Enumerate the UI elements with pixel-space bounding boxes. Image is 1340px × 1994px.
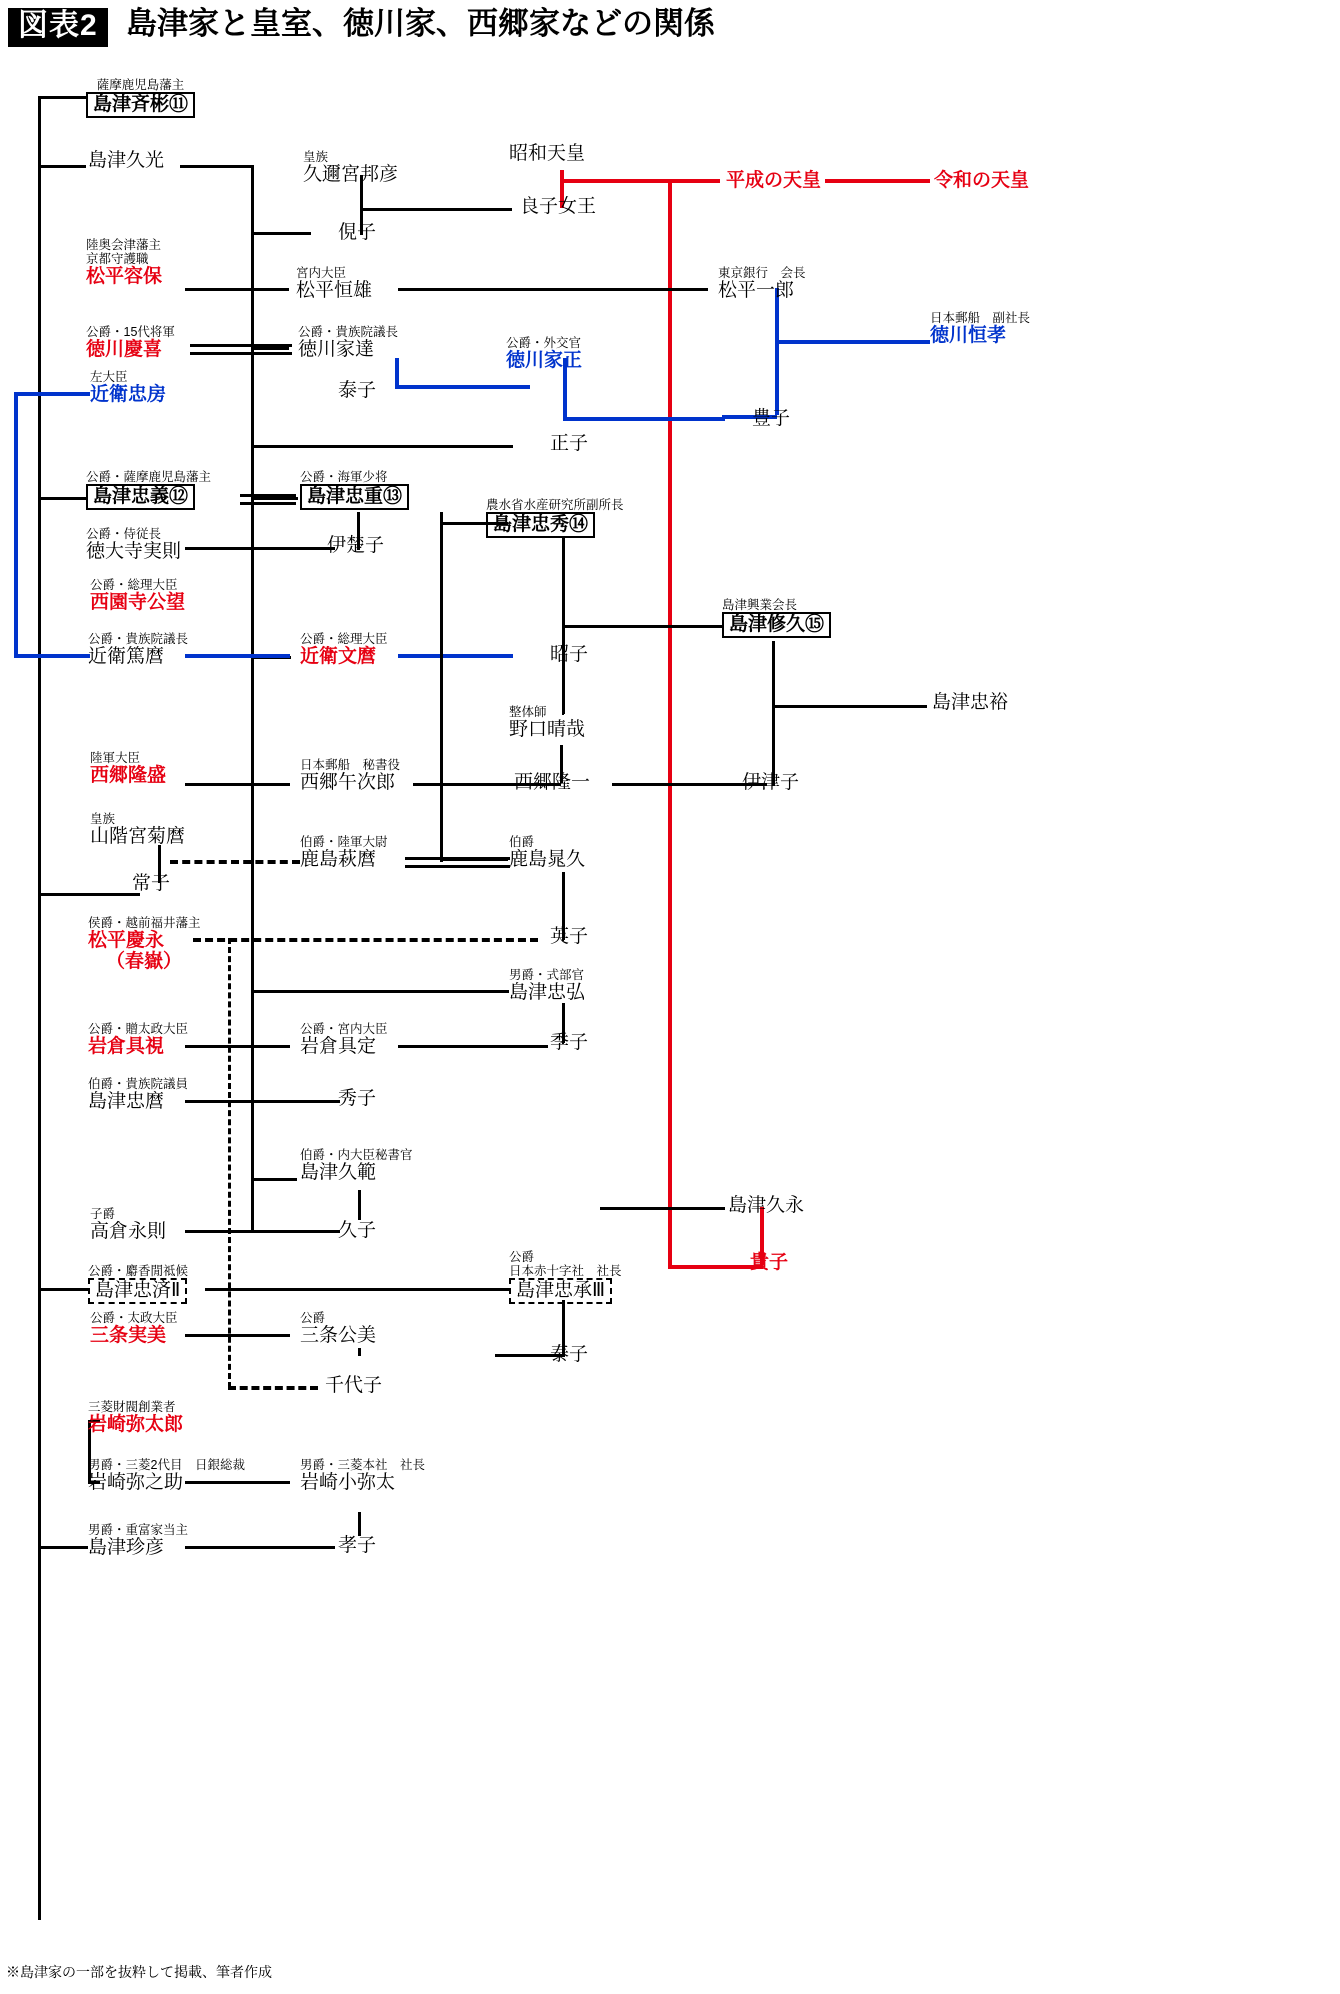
- node-name: 高倉永則: [90, 1221, 167, 1242]
- node-title-line1: 陸奥会津藩主: [86, 238, 162, 252]
- node-name: 徳大寺実則: [86, 541, 182, 562]
- node-name: 昭子: [550, 644, 589, 665]
- node-name: 島津修久⑮: [722, 612, 831, 638]
- node-shimazu-nariakira: [86, 78, 195, 118]
- node-name: 野口晴哉: [509, 719, 586, 740]
- connector: [40, 497, 88, 500]
- node-name: 島津忠重⑬: [300, 484, 409, 510]
- diagram-header: [0, 0, 1340, 62]
- connector-imperial: [668, 179, 672, 1269]
- connector-imperial: [560, 179, 720, 183]
- page-title: 島津家と皇室、徳川家、西郷家などの関係: [126, 6, 715, 41]
- node-name: 俔子: [338, 222, 377, 243]
- node-name: 徳川恒孝: [930, 325, 1007, 346]
- connector-tokugawa: [775, 288, 779, 415]
- node-title: 公爵・海軍少将: [300, 470, 388, 484]
- node-name: 久子: [338, 1220, 377, 1241]
- node-saigo-gojiro: [300, 758, 400, 793]
- node-name: 令和の天皇: [934, 170, 1030, 191]
- connector: [185, 547, 335, 550]
- node-shimazu-tadamaro: [88, 1077, 188, 1112]
- node-tokugawa-iesato: [298, 325, 398, 360]
- node-name: 徳川家正: [506, 350, 583, 371]
- connector: [185, 1334, 290, 1337]
- node-iwasaki-yanosuke: [88, 1458, 245, 1493]
- connector-tokugawa: [775, 340, 930, 344]
- node-title: 侯爵・越前福井藩主: [88, 916, 201, 930]
- node-name: 久邇宮邦彦: [303, 164, 399, 185]
- node-name: 常子: [132, 873, 171, 894]
- node-chikako: [338, 222, 376, 243]
- node-name: 島津珍彦: [88, 1537, 165, 1558]
- node-yasuko-sanjo: [550, 1344, 588, 1365]
- node-konoe-tadafusa: [90, 370, 166, 405]
- footnote: ※島津家の一部を抜粋して掲載、筆者作成: [6, 1964, 272, 1980]
- node-name: 近衛篤麿: [88, 646, 165, 667]
- node-shimazu-tadazumi: [88, 1264, 188, 1304]
- node-title: 男爵・三菱本社 社長: [300, 1458, 426, 1472]
- node-name: 島津忠麿: [88, 1091, 165, 1112]
- connector: [38, 165, 86, 168]
- node-kuninomiya-kuniyoshi: [303, 150, 398, 185]
- node-shimazu-tadahiro-baron: [509, 968, 585, 1003]
- node-alias: （春嶽）: [106, 951, 183, 973]
- node-title: 伯爵: [509, 835, 535, 849]
- node-name: 島津久永: [728, 1195, 805, 1216]
- node-title: 公爵・総理大臣: [300, 632, 388, 646]
- node-title: 左大臣: [90, 370, 128, 384]
- node-shimazu-tadahiro: [932, 692, 1008, 713]
- node-name: 島津久光: [88, 150, 165, 171]
- connector: [40, 1288, 88, 1291]
- connector: [185, 1100, 340, 1103]
- node-title: 公爵・贈太政大臣: [88, 1022, 189, 1036]
- connector: [358, 1348, 361, 1356]
- connector-konoe: [14, 654, 90, 658]
- connector: [205, 1288, 510, 1291]
- node-name: 岩倉具視: [88, 1036, 165, 1057]
- node-name: 島津忠済Ⅱ: [88, 1278, 187, 1304]
- node-title: 公爵・15代将軍: [86, 325, 175, 339]
- node-title: 公爵・貴族院議長: [298, 325, 399, 339]
- node-masako: [550, 433, 588, 454]
- node-title: 伯爵・貴族院議員: [88, 1077, 189, 1091]
- node-itsuko: [742, 772, 799, 793]
- node-name: 伊津子: [742, 772, 800, 793]
- node-title: 男爵・重富家当主: [88, 1523, 189, 1537]
- connector: [185, 783, 290, 786]
- connector: [772, 641, 775, 786]
- node-name: 千代子: [325, 1375, 383, 1396]
- connector: [251, 232, 254, 1232]
- connector: [398, 288, 708, 291]
- connector: [38, 96, 86, 99]
- node-name: 西郷午次郎: [300, 772, 396, 793]
- node-shimazu-hisanaga: [728, 1195, 804, 1216]
- connector: [180, 165, 254, 168]
- connector: [251, 445, 513, 448]
- node-title: 公爵・侍従長: [86, 527, 162, 541]
- node-kashima-akihisa: [509, 835, 585, 870]
- node-name: 徳川家達: [298, 339, 375, 360]
- node-chiyoko: [325, 1375, 382, 1396]
- node-sanjo-kimiyoshi: [300, 1311, 376, 1346]
- node-iwasaki-yataro: [88, 1400, 183, 1435]
- connector: [360, 208, 512, 211]
- connector: [600, 1207, 725, 1210]
- node-yamashinanomiya-kikumaro: [90, 812, 185, 847]
- node-name: 山階宮菊麿: [90, 826, 186, 847]
- connector-imperial: [668, 1265, 763, 1269]
- marriage-line: [405, 857, 510, 868]
- node-title: 公爵・総理大臣: [90, 578, 178, 592]
- node-name: 伊楚子: [327, 535, 385, 556]
- connector: [772, 705, 927, 708]
- node-saigo-takamori: [90, 751, 166, 786]
- node-nagako-joo: [520, 196, 596, 217]
- connector: [562, 625, 722, 628]
- node-hideko: [338, 1088, 376, 1109]
- node-takako-uzuhiko: [338, 1535, 376, 1556]
- node-name: 松平容保: [86, 266, 163, 287]
- connector: [40, 893, 140, 896]
- node-name: 三条公美: [300, 1325, 377, 1346]
- node-title: 整体師: [509, 705, 547, 719]
- node-name: 昭和天皇: [509, 143, 586, 164]
- node-matsudaira-ichiro: [718, 266, 806, 301]
- connector: [251, 165, 254, 235]
- connector: [38, 165, 41, 1920]
- node-title: 日本郵船 副社長: [930, 311, 1031, 325]
- node-name: 良子女王: [520, 196, 597, 217]
- node-shimazu-tadahide: [486, 498, 624, 538]
- node-shimazu-uzuhiko: [88, 1523, 188, 1558]
- node-title: 男爵・三菱2代目 日銀総裁: [88, 1458, 245, 1472]
- node-saigo-ryuichi: [514, 772, 590, 793]
- adoption-line-vertical: [228, 938, 231, 1388]
- node-title: 東京銀行 会長: [718, 266, 806, 280]
- node-name: 島津忠義⑫: [86, 484, 195, 510]
- connector-tokugawa: [395, 358, 399, 388]
- node-toshiko: [550, 1032, 588, 1053]
- node-name: 正子: [550, 433, 589, 454]
- connector: [185, 1546, 335, 1549]
- node-title: 子爵: [90, 1207, 116, 1221]
- node-matsudaira-katamori: [86, 238, 163, 287]
- node-tokugawa-iemasa: [506, 336, 582, 371]
- node-name: 岩崎弥之助: [88, 1472, 184, 1493]
- node-title: 日本郵船 秘書役: [300, 758, 401, 772]
- node-name: 島津忠承Ⅲ: [509, 1278, 612, 1304]
- connector: [358, 1512, 361, 1536]
- node-iwasaki-koyata: [300, 1458, 425, 1493]
- connector: [185, 1045, 290, 1048]
- node-name: 季子: [550, 1032, 589, 1053]
- node-name: 近衛忠房: [90, 384, 167, 405]
- node-name: 三条実美: [90, 1325, 167, 1346]
- node-reiwa-emperor: [934, 170, 1029, 191]
- node-name: 鹿島晁久: [509, 849, 586, 870]
- node-title: 薩摩鹿児島藩主: [96, 78, 185, 92]
- node-name: 西郷隆一: [514, 772, 591, 793]
- node-title: 公爵・太政大臣: [90, 1311, 178, 1325]
- node-tokudaiji-sanetsune: [86, 527, 181, 562]
- node-title: 皇族: [90, 812, 116, 826]
- connector-imperial: [825, 179, 930, 183]
- node-name: 西園寺公望: [90, 592, 186, 613]
- node-matsudaira-tsuneo: [296, 266, 372, 301]
- node-eiko: [550, 926, 588, 947]
- node-heisei-emperor: [726, 170, 821, 191]
- node-name: 豊子: [752, 408, 791, 429]
- node-title: 公爵・薩摩鹿児島藩主: [86, 470, 212, 484]
- node-title: 島津興業会長: [722, 598, 798, 612]
- node-name: 近衛文麿: [300, 646, 377, 667]
- connector-konoe: [14, 392, 90, 396]
- node-title: 公爵・貴族院議長: [88, 632, 189, 646]
- adoption-line: [193, 938, 538, 942]
- adoption-line: [170, 860, 300, 864]
- node-name: 貴子: [750, 1252, 789, 1273]
- node-noguchi-haruchika: [509, 705, 585, 740]
- connector: [185, 288, 285, 291]
- node-name: 島津忠秀⑭: [486, 512, 595, 538]
- node-name: 秀子: [338, 1088, 377, 1109]
- node-title: 公爵: [300, 1311, 326, 1325]
- figure-badge: 図表2: [8, 8, 108, 47]
- connector-konoe: [185, 654, 290, 658]
- node-isoko: [327, 535, 384, 556]
- node-shimazu-tadatsugu: [509, 1250, 622, 1304]
- connector: [440, 512, 443, 862]
- node-iwakura-tomosada: [300, 1022, 388, 1057]
- node-name: 平成の天皇: [726, 170, 822, 191]
- node-name: 岩崎小弥太: [300, 1472, 396, 1493]
- adoption-line: [228, 1386, 318, 1390]
- connector-konoe: [14, 392, 18, 657]
- node-saionji-kinmochi: [90, 578, 185, 613]
- connector-konoe: [398, 654, 513, 658]
- node-title: 三菱財閥創業者: [88, 1400, 176, 1414]
- node-konoe-fumimaro: [300, 632, 388, 667]
- node-title: 伯爵・陸軍大尉: [300, 835, 388, 849]
- node-name: 島津忠裕: [932, 692, 1009, 713]
- node-konoe-atsumaro: [88, 632, 188, 667]
- connector-tokugawa: [563, 417, 725, 421]
- marriage-line: [240, 494, 296, 505]
- node-title-line1: 公爵: [509, 1250, 535, 1264]
- node-title: 農水省水産研究所副所長: [486, 498, 624, 512]
- connector: [251, 990, 509, 993]
- node-name: 孝子: [338, 1535, 377, 1556]
- node-showa-emperor: [509, 143, 585, 164]
- connector: [562, 538, 565, 656]
- node-title: 伯爵・内大臣秘書官: [300, 1148, 413, 1162]
- node-name: 島津忠弘: [509, 982, 586, 1003]
- node-title: 公爵・宮内大臣: [300, 1022, 388, 1036]
- node-name: 松平一郎: [718, 280, 795, 301]
- node-matsudaira-yoshinaga: [88, 916, 201, 973]
- node-name: 徳川慶喜: [86, 339, 163, 360]
- node-takako: [750, 1252, 788, 1273]
- connector: [251, 1178, 297, 1181]
- node-name: 岩倉具定: [300, 1036, 377, 1057]
- connector: [398, 1045, 548, 1048]
- node-akiko: [550, 644, 588, 665]
- node-toyoko: [752, 408, 790, 429]
- node-shimazu-hisamitsu: [88, 150, 164, 171]
- node-shimazu-nobuhisa: [722, 598, 831, 638]
- node-yasuko: [338, 380, 376, 401]
- node-shimazu-tadayoshi: [86, 470, 211, 510]
- node-name: 鹿島萩麿: [300, 849, 377, 870]
- connector: [38, 96, 41, 168]
- node-sanjo-sanetomi: [90, 1311, 178, 1346]
- node-title: 陸軍大臣: [90, 751, 141, 765]
- node-title: 男爵・式部官: [509, 968, 585, 982]
- node-name: 岩崎弥太郎: [88, 1414, 184, 1435]
- node-name: 泰子: [338, 380, 377, 401]
- connector-tokugawa: [395, 385, 530, 389]
- node-name: 英子: [550, 926, 589, 947]
- node-name: 松平恒雄: [296, 280, 373, 301]
- node-title-line2: 日本赤十字社 社長: [509, 1264, 622, 1278]
- node-title-line2: 京都守護職: [86, 252, 149, 266]
- node-name: 島津斉彬⑪: [86, 92, 195, 118]
- node-title: 公爵・外交官: [506, 336, 582, 350]
- marriage-line: [190, 344, 292, 355]
- node-kashima-hagimaro: [300, 835, 388, 870]
- connector: [251, 232, 311, 235]
- connector: [40, 1546, 88, 1549]
- node-name: 西郷隆盛: [90, 765, 167, 786]
- node-tsuneko: [132, 873, 170, 894]
- node-name: 泰子: [550, 1344, 589, 1365]
- node-name: 島津久範: [300, 1162, 377, 1183]
- node-title: 宮内大臣: [296, 266, 347, 280]
- node-takakura-naganori: [90, 1207, 166, 1242]
- node-tokugawa-yoshinobu: [86, 325, 175, 360]
- node-shimazu-hisanori: [300, 1148, 413, 1183]
- node-hisako: [338, 1220, 376, 1241]
- node-tokugawa-tsunenari: [930, 311, 1030, 346]
- node-iwakura-tomomi: [88, 1022, 188, 1057]
- node-shimazu-tadashige: [300, 470, 409, 510]
- node-title: 公爵・麝香閒祗候: [88, 1264, 189, 1278]
- node-title: 皇族: [303, 150, 329, 164]
- connector: [185, 1230, 340, 1233]
- connector: [358, 1190, 361, 1220]
- node-name: 松平慶永: [88, 930, 165, 951]
